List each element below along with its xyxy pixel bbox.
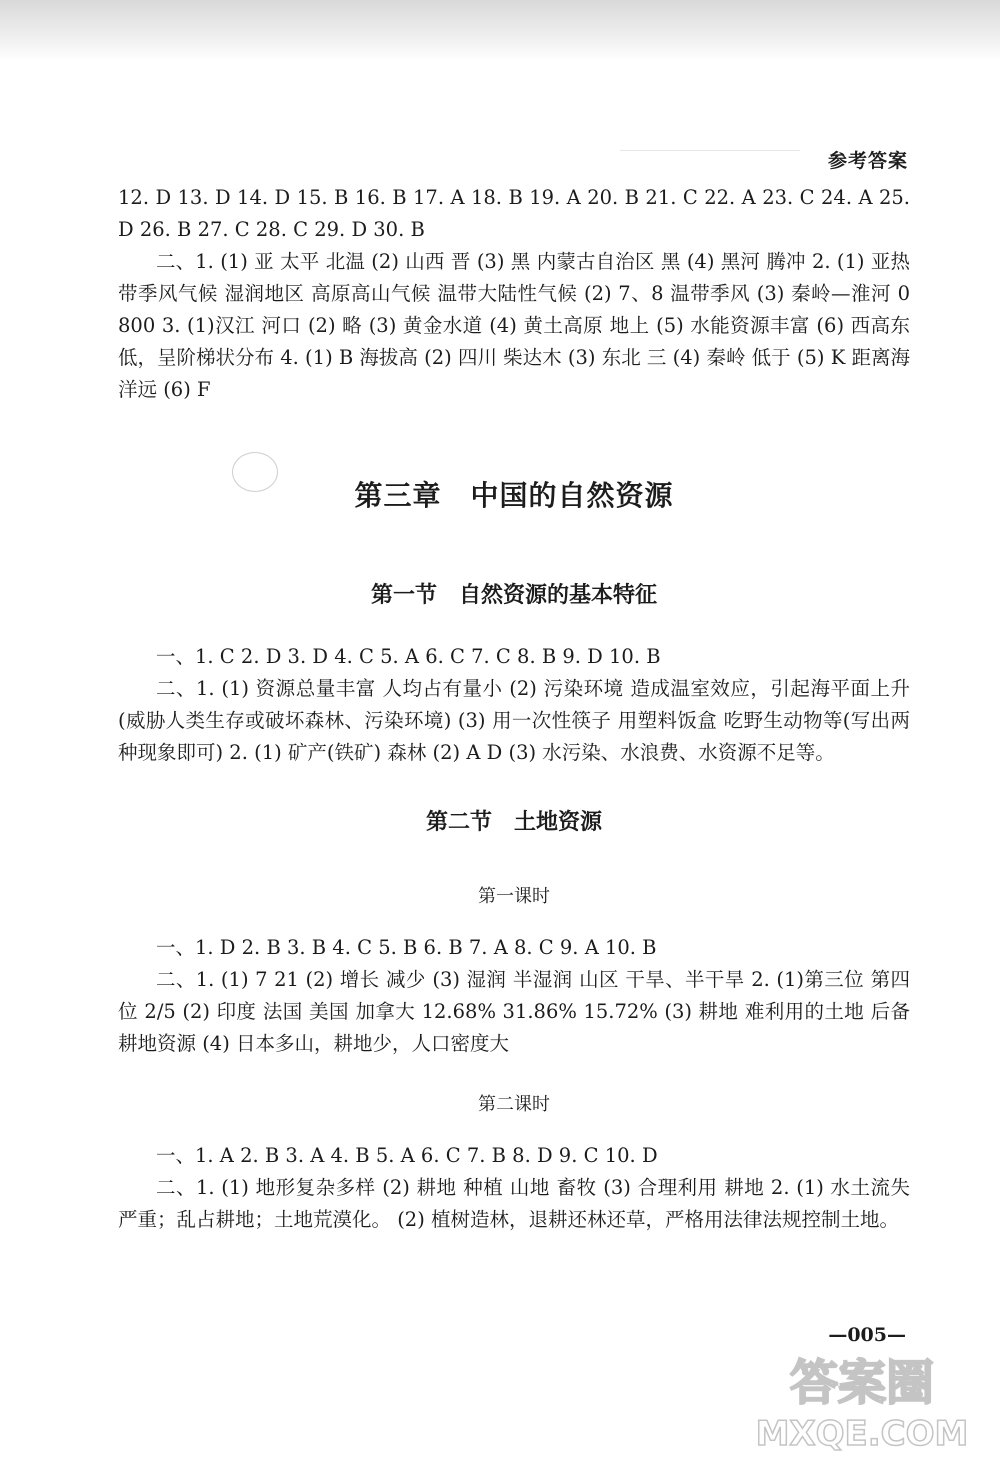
lesson2-objective: 一、1. A 2. B 3. A 4. B 5. A 6. C 7. B 8. D 9. C 10. D bbox=[156, 1144, 658, 1167]
watermark-text: 答案圈 bbox=[789, 1355, 935, 1411]
section1-objective: 一、1. C 2. D 3. D 4. C 5. A 6. C 7. C 8. B 9. D 10. B bbox=[156, 645, 661, 668]
watermark-site: MXQE.COM bbox=[755, 1414, 969, 1454]
page-number: —005— bbox=[828, 1324, 906, 1346]
lesson-title-1: 第一课时 bbox=[478, 886, 550, 907]
answer-content bbox=[118, 182, 910, 1236]
lesson2-subjective: 二、1. (1) 地形复杂多样 (2) 耕地 种植 山地 畜牧 (3) 合理利用 耕地 2. (1) 水土流失严重；乱占耕地；土地荒漠化。 (2) 植树造林，退耕还林还草，严格用法律法规控制土地。 bbox=[118, 1176, 910, 1231]
section1-subjective: 二、1. (1) 资源总量丰富 人均占有量小 (2) 污染环境 造成温室效应，引起海平面上升(威胁人类生存或破坏森林、污染环境) (3) 用一次性筷子 用塑料饭盒 吃野生动物等(写出两种现象即可) 2. (1) 矿产(铁矿) 森林 (2) A D (3) 水污染、水浪费、水资源不足等。 bbox=[118, 677, 910, 764]
chapter-title: 第三章 中国的自然资源 bbox=[354, 479, 674, 512]
watermark-graphic bbox=[742, 1337, 982, 1457]
lesson1-subjective: 二、1. (1) 7 21 (2) 增长 减少 (3) 湿润 半湿润 山区 干旱、半干旱 2. (1)第三位 第四位 2/5 (2) 印度 法国 美国 加拿大 12.68% 31.86% 15.72% (3) 耕地 难利用的土地 后备耕地资源 (4) 日本多山，耕地少，人口密度大 bbox=[118, 968, 910, 1055]
scan-edge-shadow bbox=[0, 0, 1000, 60]
site-watermark-logo bbox=[742, 1337, 982, 1457]
lesson1-objective: 一、1. D 2. B 3. B 4. C 5. B 6. B 7. A 8. C 9. A 10. B bbox=[156, 936, 657, 959]
lesson-title-2: 第二课时 bbox=[478, 1094, 550, 1115]
header-rule bbox=[620, 150, 800, 151]
answers-line-objective: 12. D 13. D 14. D 15. B 16. B 17. A 18. B 19. A 20. B 21. C 22. A 23. C 24. A 25. D 26. B 27. C 28. C 29. D 30. B bbox=[118, 186, 910, 241]
section-title-1: 第一节 自然资源的基本特征 bbox=[370, 583, 657, 608]
answers-paragraph-subjective: 二、1. (1) 亚 太平 北温 (2) 山西 晋 (3) 黑 内蒙古自治区 黑 (4) 黑河 腾冲 2. (1) 亚热带季风气候 湿润地区 高原高山气候 温带大陆性气候 (2) 7、8 温带季风 (3) 秦岭—淮河 0 800 3. (1)汉江 河口 (2) 略 (3) 黄金水道 (4) 黄土高原 地上 (5) 水能资源丰富 (6) 西高东低，呈阶梯状分布 4. (1) B 海拔高 (2) 四川 柴达木 (3) 东北 三 (4) 秦岭 低于 (5) K 距离海洋远 (6) F bbox=[118, 250, 910, 401]
section-title-2: 第二节 土地资源 bbox=[425, 810, 602, 835]
page-header: 参考答案 bbox=[827, 150, 908, 172]
